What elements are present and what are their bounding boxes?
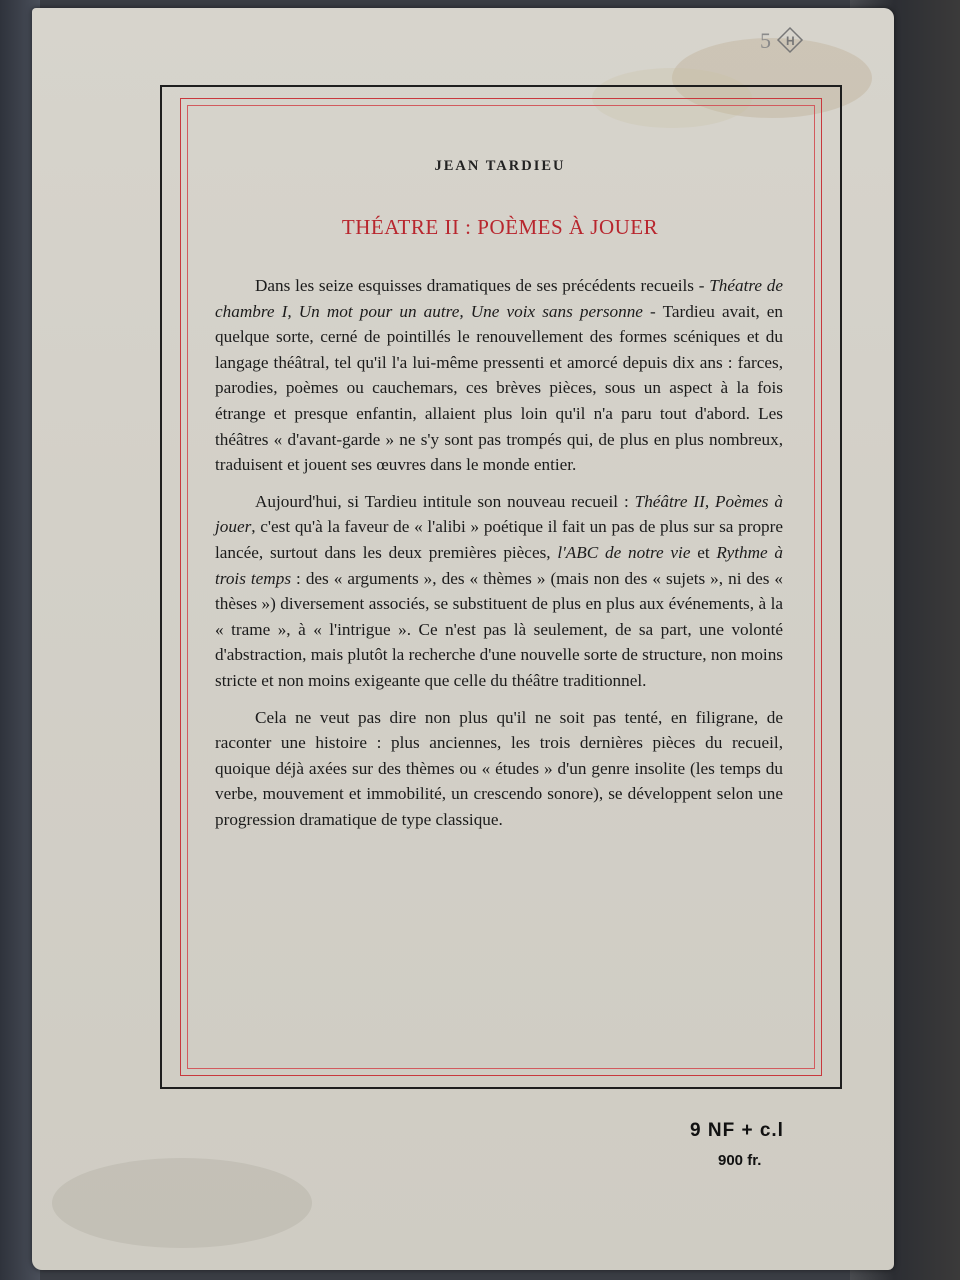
author-name: JEAN TARDIEU <box>434 158 566 174</box>
text-run: Aujourd'hui, si Tardieu intitule son nouveau recueil : <box>255 491 635 511</box>
italic-title-run: Théâtre II, Poèmes à jouer <box>215 491 783 537</box>
blurb-text <box>215 273 783 843</box>
italic-title-run: Rythme à trois temps <box>215 542 783 588</box>
text-run: et <box>690 542 717 562</box>
italic-title-run: Théatre de chambre I, Un mot pour un autre, Une voix sans personne <box>215 276 783 321</box>
italic-title-run: l'ABC de notre vie <box>557 542 691 562</box>
blurb-paragraph <box>215 705 783 833</box>
text-run: Dans les seize esquisses dramatiques de ses précédents recueils - <box>255 276 710 295</box>
blurb-paragraph <box>215 273 783 478</box>
text-run: - Tardieu avait, en quelque sorte, cerné de pointillés le renouvellement des formes scéniques et du langage théâtral, tel qu'il l'a lui-même pressenti et amorcé depuis dix ans : farces, parodies, poèmes ou cauchemars, ces brèves pièces, sous un aspect à la fois étrange et presque enfantin, allaient plus loin qu'il n'a paru tout d'abord. Les théâtres « d'avant-garde » ne s'y sont pas trompés qui, de plus en plus nombreux, traduisent et jouent ses œuvres dans le monde entier. <box>215 301 783 475</box>
text-run: , c'est qu'à la faveur de « l'alibi » poétique il fait un pas de plus sur sa propre lancée, surtout dans les deux premières pièces, <box>215 517 783 562</box>
price-new-francs: 9 NF + c.l <box>690 1120 784 1141</box>
svg-text:H: H <box>786 34 795 48</box>
text-run: Cela ne veut pas dire non plus qu'il ne soit pas tenté, en filigrane, de raconter une histoire : plus anciennes, les trois dernières pièces du recueil, quoique déjà axées sur des thèmes ou « études » d'un genre insolite (les temps du verbe, mouvement et immobilité, un crescendo sonore), se développent selon une progression dramatique de type classique. <box>215 707 783 829</box>
price-old-francs: 900 fr. <box>718 1152 762 1169</box>
book-title: THÉATRE II : POÈMES À JOUER <box>341 215 659 239</box>
text-run: : des « arguments », des « thèmes » (mais non des « sujets », ni des « thèses ») diversement associés, se substituent de plus en plus aux événements, à la « trame », à « l'intrigue ». Ce n'est pas là seulement, de sa part, une volonté d'abstraction, mais plutôt la recherche d'une nouvelle sorte de structure, non moins stricte et non moins exigeante que celle du théâtre traditionnel. <box>215 568 784 690</box>
corner-mark: 5 <box>760 28 771 53</box>
cover-stain <box>52 1158 312 1248</box>
publisher-stamp-icon <box>760 22 810 58</box>
blurb-paragraph <box>215 489 783 694</box>
